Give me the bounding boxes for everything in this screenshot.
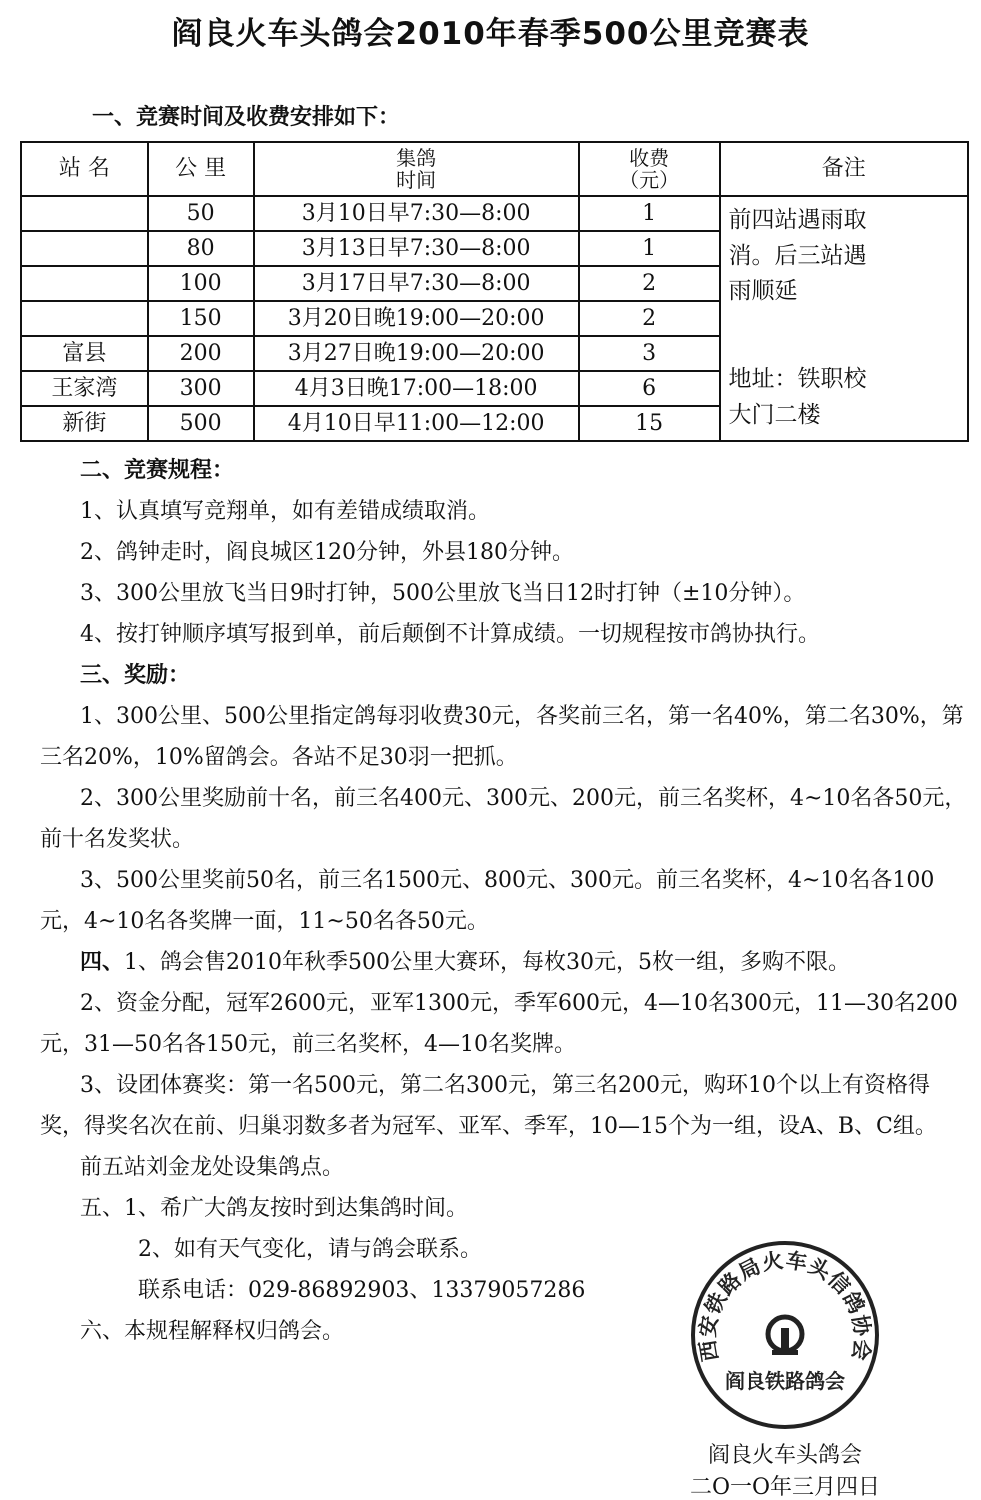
cell-time: 4月10日早11:00—12:00 xyxy=(254,406,579,441)
header-fee-line1: 收费 xyxy=(629,146,670,170)
railway-emblem-icon xyxy=(768,1317,802,1355)
section4-item: 2、资金分配，冠军2600元，亚军1300元，季军600元，4—10名300元，11—30名200元，31—50名各150元，前三名奖杯，4—10名奖牌。 xyxy=(40,991,958,1057)
cell-station: 王家湾 xyxy=(21,371,148,406)
header-fee-line2: （元） xyxy=(619,168,680,192)
section2-heading: 二、竞赛规程： xyxy=(80,458,235,483)
cell-fee: 2 xyxy=(579,266,720,301)
section5-line: 五、1、希广大鸽友按时到达集鸽时间。 xyxy=(80,1196,468,1221)
table-row xyxy=(21,196,968,231)
cell-station: 富县 xyxy=(21,336,148,371)
header-fee xyxy=(579,142,720,196)
cell-km: 200 xyxy=(148,336,254,371)
seal-inner-text: 阎良铁路鸽会 xyxy=(725,1369,845,1393)
header-station: 站 名 xyxy=(21,142,148,196)
section6-line: 六、本规程解释权归鸽会。 xyxy=(80,1319,345,1344)
address-line: 大门二楼 xyxy=(728,401,821,428)
reward-item: 3、500公里奖前50名，前三名1500元、800元、300元。前三名奖杯，4~10名各100元，4~10名各奖牌一面，11~50名各50元。 xyxy=(40,868,935,934)
cell-time: 3月27日晚19:00—20:00 xyxy=(254,336,579,371)
cell-fee: 6 xyxy=(579,371,720,406)
header-time xyxy=(254,142,579,196)
seal-outer-text: 西安铁路局火车头信鸽协会 xyxy=(695,1248,875,1364)
page-title: 阎良火车头鸽会2010年春季500公里竞赛表 xyxy=(171,16,810,52)
rule-item: 3、300公里放飞当日9时打钟，500公里放飞当日12时打钟（±10分钟）。 xyxy=(80,581,806,606)
cell-fee: 1 xyxy=(579,231,720,266)
header-time-line1: 集鸽 xyxy=(396,146,437,170)
cell-station xyxy=(21,196,148,231)
cell-station xyxy=(21,301,148,336)
remark-line: 消。后三站遇 xyxy=(728,242,867,269)
header-time-line2: 时间 xyxy=(396,168,437,192)
cell-km: 500 xyxy=(148,406,254,441)
signature-org: 阎良火车头鸽会 xyxy=(707,1443,862,1468)
schedule-table xyxy=(20,141,969,442)
cell-fee: 3 xyxy=(579,336,720,371)
collection-point-note: 前五站刘金龙处设集鸽点。 xyxy=(80,1155,345,1180)
remark-line: 雨顺延 xyxy=(728,278,798,305)
cell-station xyxy=(21,231,148,266)
cell-km: 80 xyxy=(148,231,254,266)
contact-phone: 联系电话：029-86892903、13379057286 xyxy=(138,1278,586,1303)
cell-km: 100 xyxy=(148,266,254,301)
cell-km: 150 xyxy=(148,301,254,336)
reward-item: 2、300公里奖励前十名，前三名400元、300元、200元，前三名奖杯，4~10名各50元，前十名发奖状。 xyxy=(40,786,967,852)
section5-line: 2、如有天气变化，请与鸽会联系。 xyxy=(138,1237,482,1262)
section4-heading: 四、 xyxy=(80,950,125,975)
rule-item: 4、按打钟顺序填写报到单，前后颠倒不计算成绩。一切规程按市鸽协执行。 xyxy=(80,622,820,647)
section4-item: 3、设团体赛奖：第一名500元，第二名300元，第三名200元，购环10个以上有资格得奖，得奖名次在前、归巢羽数多者为冠军、亚军、季军，10—15个为一组，设A、B、C组。 xyxy=(40,1073,937,1139)
signature-date: 二O一O年三月四日 xyxy=(689,1475,881,1500)
section3-heading: 三、奖励： xyxy=(80,663,191,688)
cell-time: 3月20日晚19:00—20:00 xyxy=(254,301,579,336)
cell-fee: 1 xyxy=(579,196,720,231)
cell-fee: 15 xyxy=(579,406,720,441)
table-header-row xyxy=(21,142,968,196)
official-seal xyxy=(688,1238,882,1432)
rule-item: 1、认真填写竞翔单，如有差错成绩取消。 xyxy=(80,499,490,524)
header-km: 公 里 xyxy=(148,142,254,196)
cell-time: 3月17日早7:30—8:00 xyxy=(254,266,579,301)
cell-fee: 2 xyxy=(579,301,720,336)
cell-time: 3月13日早7:30—8:00 xyxy=(254,231,579,266)
cell-time: 4月3日晚17:00—18:00 xyxy=(254,371,579,406)
cell-station xyxy=(21,266,148,301)
remarks-cell xyxy=(720,196,969,441)
cell-station: 新街 xyxy=(21,406,148,441)
section4-item-text: 1、鸽会售2010年秋季500公里大赛环，每枚30元，5枚一组，多购不限。 xyxy=(124,950,850,975)
rules-body xyxy=(40,450,970,1352)
cell-km: 300 xyxy=(148,371,254,406)
section1-heading: 一、竞赛时间及收费安排如下： xyxy=(92,105,401,130)
cell-km: 50 xyxy=(148,196,254,231)
remark-line: 前四站遇雨取 xyxy=(728,207,867,233)
rule-item: 2、鸽钟走时，阎良城区120分钟，外县180分钟。 xyxy=(80,540,574,565)
address-line: 地址：铁职校 xyxy=(728,365,867,392)
cell-time: 3月10日早7:30—8:00 xyxy=(254,196,579,231)
section4-item xyxy=(40,942,970,983)
header-note: 备注 xyxy=(720,142,969,196)
reward-item: 1、300公里、500公里指定鸽每羽收费30元，各奖前三名，第一名40%，第二名30%，第三名20%，10%留鸽会。各站不足30羽一把抓。 xyxy=(40,704,964,770)
